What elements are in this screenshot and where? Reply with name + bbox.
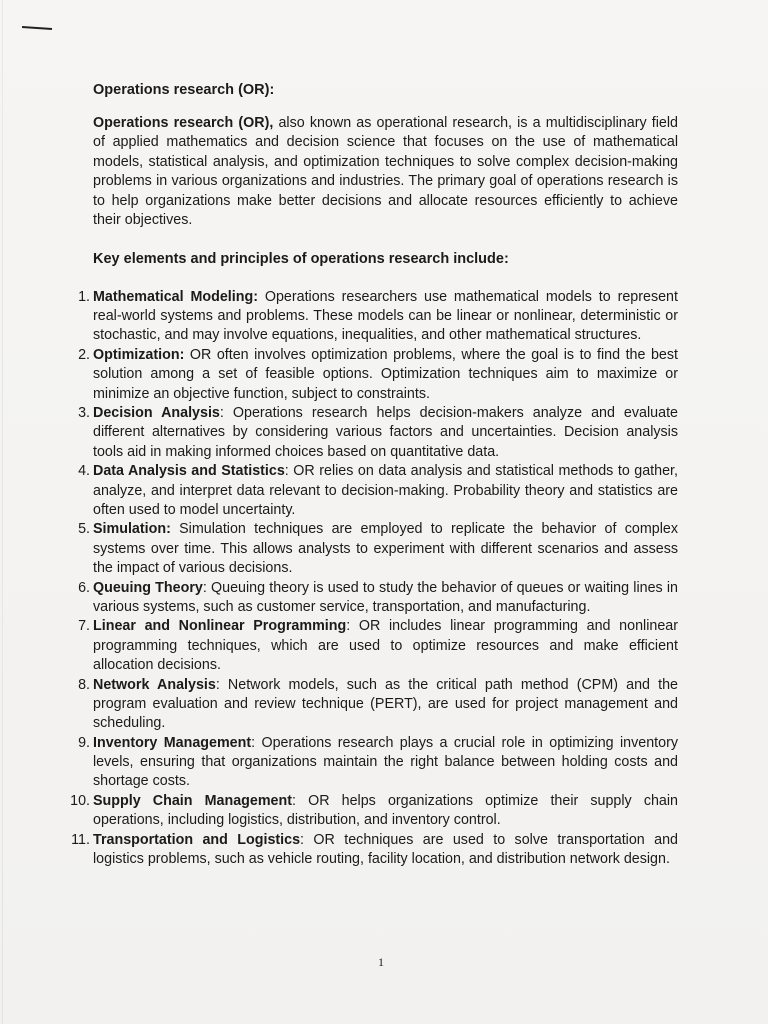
section-heading: Operations research (OR): xyxy=(93,82,275,98)
list-item-text: Simulation techniques are employed to replicate the behavior of complex systems over time. This allows analysts to experiment with different scenarios and assess the impact of various decisions. xyxy=(93,521,678,576)
principles-list xyxy=(0,288,768,870)
list-item-number: 1. xyxy=(78,289,90,305)
list-item-number: 6. xyxy=(78,579,90,596)
list-item-text: : Network models, such as the critical path method (CPM) and the program evaluation and review technique (PERT), are used for project management and scheduling. xyxy=(93,676,678,731)
list-item-term: Network Analysis xyxy=(93,676,216,693)
list-item-term: Mathematical Modeling: xyxy=(93,289,258,305)
intro-text: also known as operational research, is a multidisciplinary field of applied mathematics and decision science that focuses on the use of mathematical models, statistical analysis, and optimization techniques to solve complex decision-making problems in various organizations and industries. The primary goal of operations research is to help organizations make better decisions and allocate resources efficiently to achieve their objectives. xyxy=(93,115,678,229)
list-item xyxy=(0,617,678,675)
list-item-number: 3. xyxy=(78,405,90,422)
list-item xyxy=(0,346,678,404)
page-number: 1 xyxy=(378,955,384,969)
list-item-number: 10. xyxy=(70,792,90,809)
list-item-number: 8. xyxy=(78,676,90,693)
list-item-text: : Queuing theory is used to study the behavior of queues or waiting lines in various systems, such as customer service, transportation, and manufacturing. xyxy=(93,579,678,615)
list-item-term: Decision Analysis xyxy=(93,405,220,422)
list-item xyxy=(0,288,678,346)
list-item xyxy=(0,579,678,617)
list-item-term: Linear and Nonlinear Programming xyxy=(93,618,347,635)
list-item xyxy=(0,792,678,830)
list-item xyxy=(0,404,678,462)
list-item-term: Simulation: xyxy=(93,521,171,538)
pen-mark xyxy=(22,26,52,30)
list-item-text: : Operations research plays a crucial role in optimizing inventory levels, ensuring that organizations maintain the right balance between holding costs and shortage costs. xyxy=(93,734,679,790)
list-item-term: Transportation and Logistics xyxy=(93,831,301,848)
intro-paragraph xyxy=(93,114,678,230)
list-item-text: : OR relies on data analysis and statistical methods to gather, analyze, and interpret data relevant to decision-making. Probability theory and statistics are often used to model uncertainty. xyxy=(93,463,679,518)
list-item-term: Queuing Theory xyxy=(93,579,203,596)
list-item-term: Optimization: xyxy=(93,347,185,364)
list-item-term: Inventory Management xyxy=(93,734,252,751)
list-item-number: 4. xyxy=(78,463,90,480)
list-item xyxy=(0,676,678,734)
list-item xyxy=(0,462,678,520)
list-item-number: 11. xyxy=(71,831,90,848)
intro-term: Operations research (OR), xyxy=(93,115,274,131)
list-item-number: 2. xyxy=(78,347,90,364)
list-item-text: : OR techniques are used to solve transportation and logistics problems, such as vehicle routing, facility location, and distribution network design. xyxy=(93,831,678,867)
list-item-term: Supply Chain Management xyxy=(93,792,292,809)
list-item-number: 9. xyxy=(78,734,90,751)
list-item-text: Operations researchers use mathematical models to represent real-world systems and problems. These models can be linear or nonlinear, deterministic or stochastic, and may involve equations, inequalities, and other mathematical structures. xyxy=(93,289,678,344)
list-item xyxy=(0,734,678,792)
list-item-number: 5. xyxy=(78,521,90,538)
list-item-text: : Operations research helps decision-makers analyze and evaluate different alternatives by considering various factors and uncertainties. Decision analysis tools aid in making informed choices based on quantitative data. xyxy=(93,405,678,460)
list-item xyxy=(0,520,678,578)
list-item-text: : OR includes linear programming and nonlinear programming techniques, which are used to optimize resources and make efficient allocation decisions. xyxy=(93,618,678,673)
list-item-number: 7. xyxy=(78,618,90,635)
list-item-text: OR often involves optimization problems, where the goal is to find the best solution among a set of feasible options. Optimization techniques aim to maximize or minimize an objective function, subject to constraints. xyxy=(93,347,678,402)
list-heading: Key elements and principles of operations research include: xyxy=(93,251,509,267)
list-item xyxy=(0,831,678,869)
list-item-term: Data Analysis and Statistics xyxy=(93,463,285,480)
list-item-text: : OR helps organizations optimize their supply chain operations, including logistics, distribution, and inventory control. xyxy=(93,792,678,828)
